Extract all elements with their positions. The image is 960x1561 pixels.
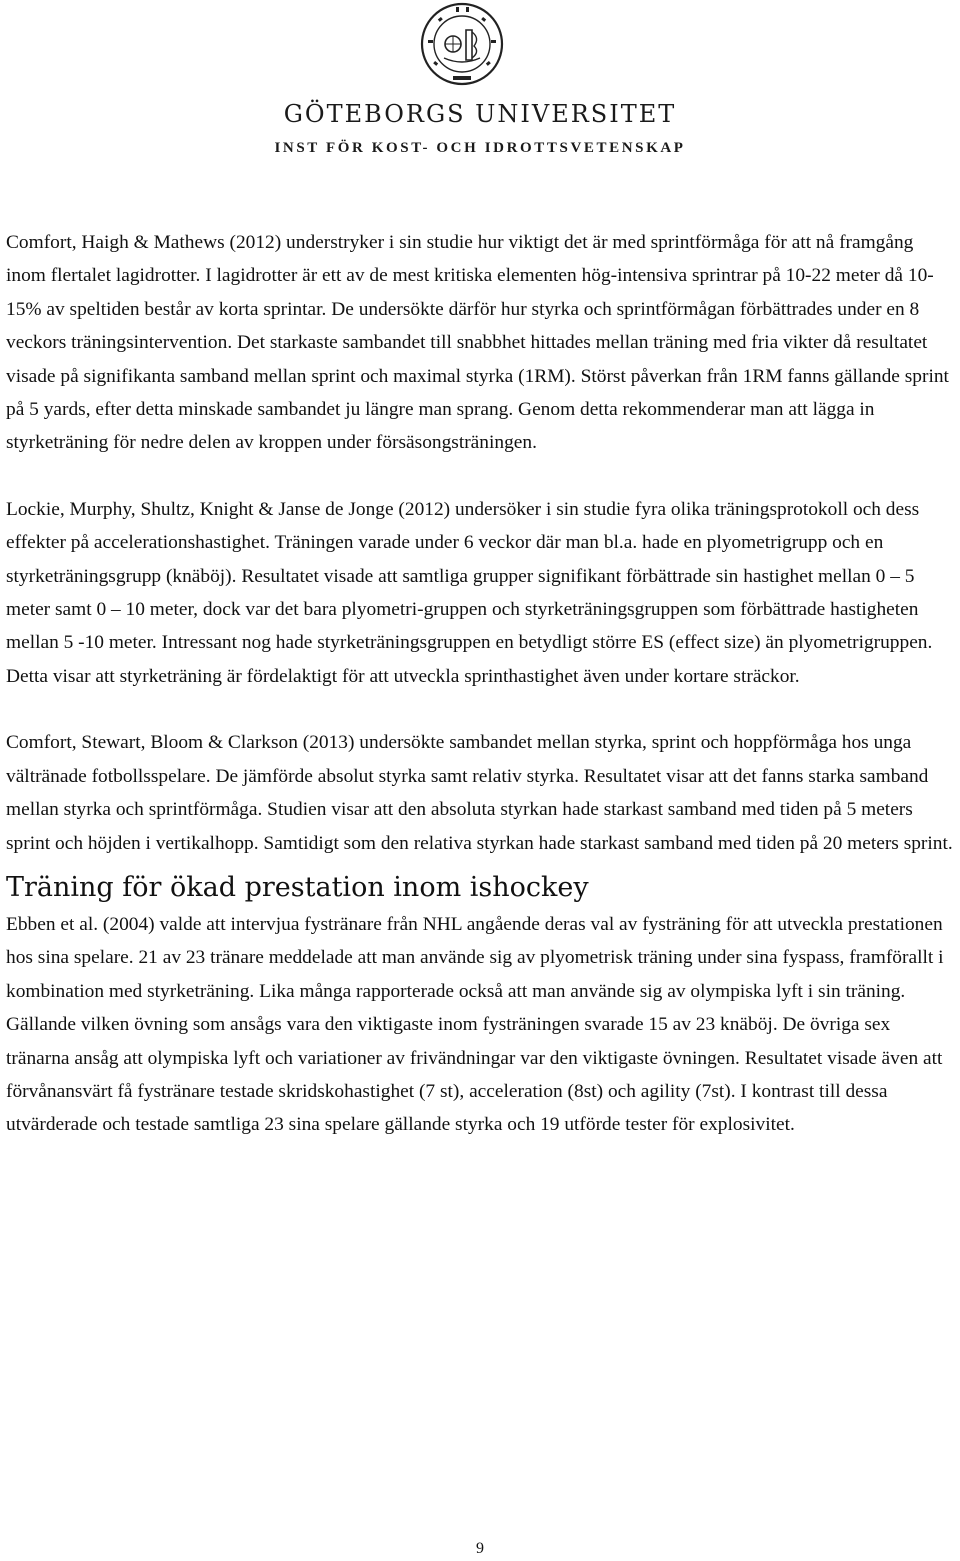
paragraph-lockie-2012: Lockie, Murphy, Shultz, Knight & Janse de Jonge (2012) undersöker i sin studie fyra olika träningsprotokoll och dess effekter på accelerationshastighet. Träningen varade under 6 veckor där man bl.a. hade en plyometrigrupp och en styrketräningsgrupp (knäböj). Resultatet visade att samtliga grupper signifikant förbättrade sin hastighet mellan 0 – 5 meter samt 0 – 10 meter, dock var det bara plyometri-gruppen och styrketräningsgruppen som förbättrade hastigheten mellan 5 -10 meter. Intressant nog hade styrketräningsgruppen en betydligt större ES (effect size) än plyometrigruppen. Detta visar att styrketräning är fördelaktigt för att utveckla sprinthastighet även under kortare sträckor. bbox=[6, 498, 933, 687]
letterhead bbox=[0, 0, 960, 170]
institution-name: INST FÖR KOST- OCH IDROTTSVETENSKAP bbox=[274, 140, 686, 156]
paragraph-ebben-2004: Ebben et al. (2004) valde att intervjua fystränare från NHL angående deras val av fysträning för att utveckla prestationen hos sina spelare. 21 av 23 tränare meddelade att man använde sig av plyometrisk träning under sina fyspass, framförallt i kombination med styrketräning. Lika många rapporterade också att man använde sig av olympiska lyft i sin träning. Gällande vilken övning som ansågs vara den viktigaste inom fysträningen svarade 15 av 23 knäböj. De övriga sex tränarna ansåg att olympiska lyft och variationer av frivändningar var den viktigaste övningen. Resultatet visade även att förvånansvärt få fystränare testade skridskohastighet (7 st), acceleration (8st) och agility (7st). I kontrast till dessa utvärderade och testade samtliga 23 sina spelare gällande styrka och 19 utförde tester för explosivitet. bbox=[6, 913, 944, 1136]
section-heading: Träning för ökad prestation inom ishockey bbox=[6, 871, 589, 903]
paragraph-comfort-2013: Comfort, Stewart, Bloom & Clarkson (2013) undersökte sambandet mellan styrka, sprint och hoppförmåga hos unga vältränade fotbollsspelare. De jämförde absolut styrka samt relativ styrka. Resultatet visar att det fanns starka samband mellan styrka och sprintförmåga. Studien visar att den absoluta styrkan hade starkast samband med tiden på 5 meters sprint och höjden i vertikalhopp. Samtidigt som den relativa styrkan hade starkast samband med tiden på 20 meters sprint. bbox=[6, 732, 953, 854]
body-text bbox=[6, 226, 956, 1142]
university-seal-icon bbox=[420, 0, 504, 90]
page-number: 9 bbox=[476, 1540, 484, 1557]
paragraph-comfort-2012: Comfort, Haigh & Mathews (2012) understryker i sin studie hur viktigt det är med sprintförmåga för att nå framgång inom flertalet lagidrotter. I lagidrotter är ett av de mest kritiska elementen hög-intensiva sprintrar på 10-22 meter då 10-15% av speltiden består av korta sprintar. De undersökte därför hur styrka och sprintförmågan förbättrades under en 8 veckors träningsintervention. Det starkaste sambandet till snabbhet hittades mellan träning med fria vikter då resultatet visade på signifikanta samband mellan sprint och maximal styrka (1RM). Störst påverkan från 1RM fanns gällande sprint på 5 yards, efter detta minskade sambandet ju längre man sprang. Genom detta rekommenderar man att lägga in styrketräning för nedre delen av kroppen under försäsongsträningen. bbox=[6, 232, 949, 454]
university-name: GÖTEBORGS UNIVERSITET bbox=[283, 100, 677, 128]
